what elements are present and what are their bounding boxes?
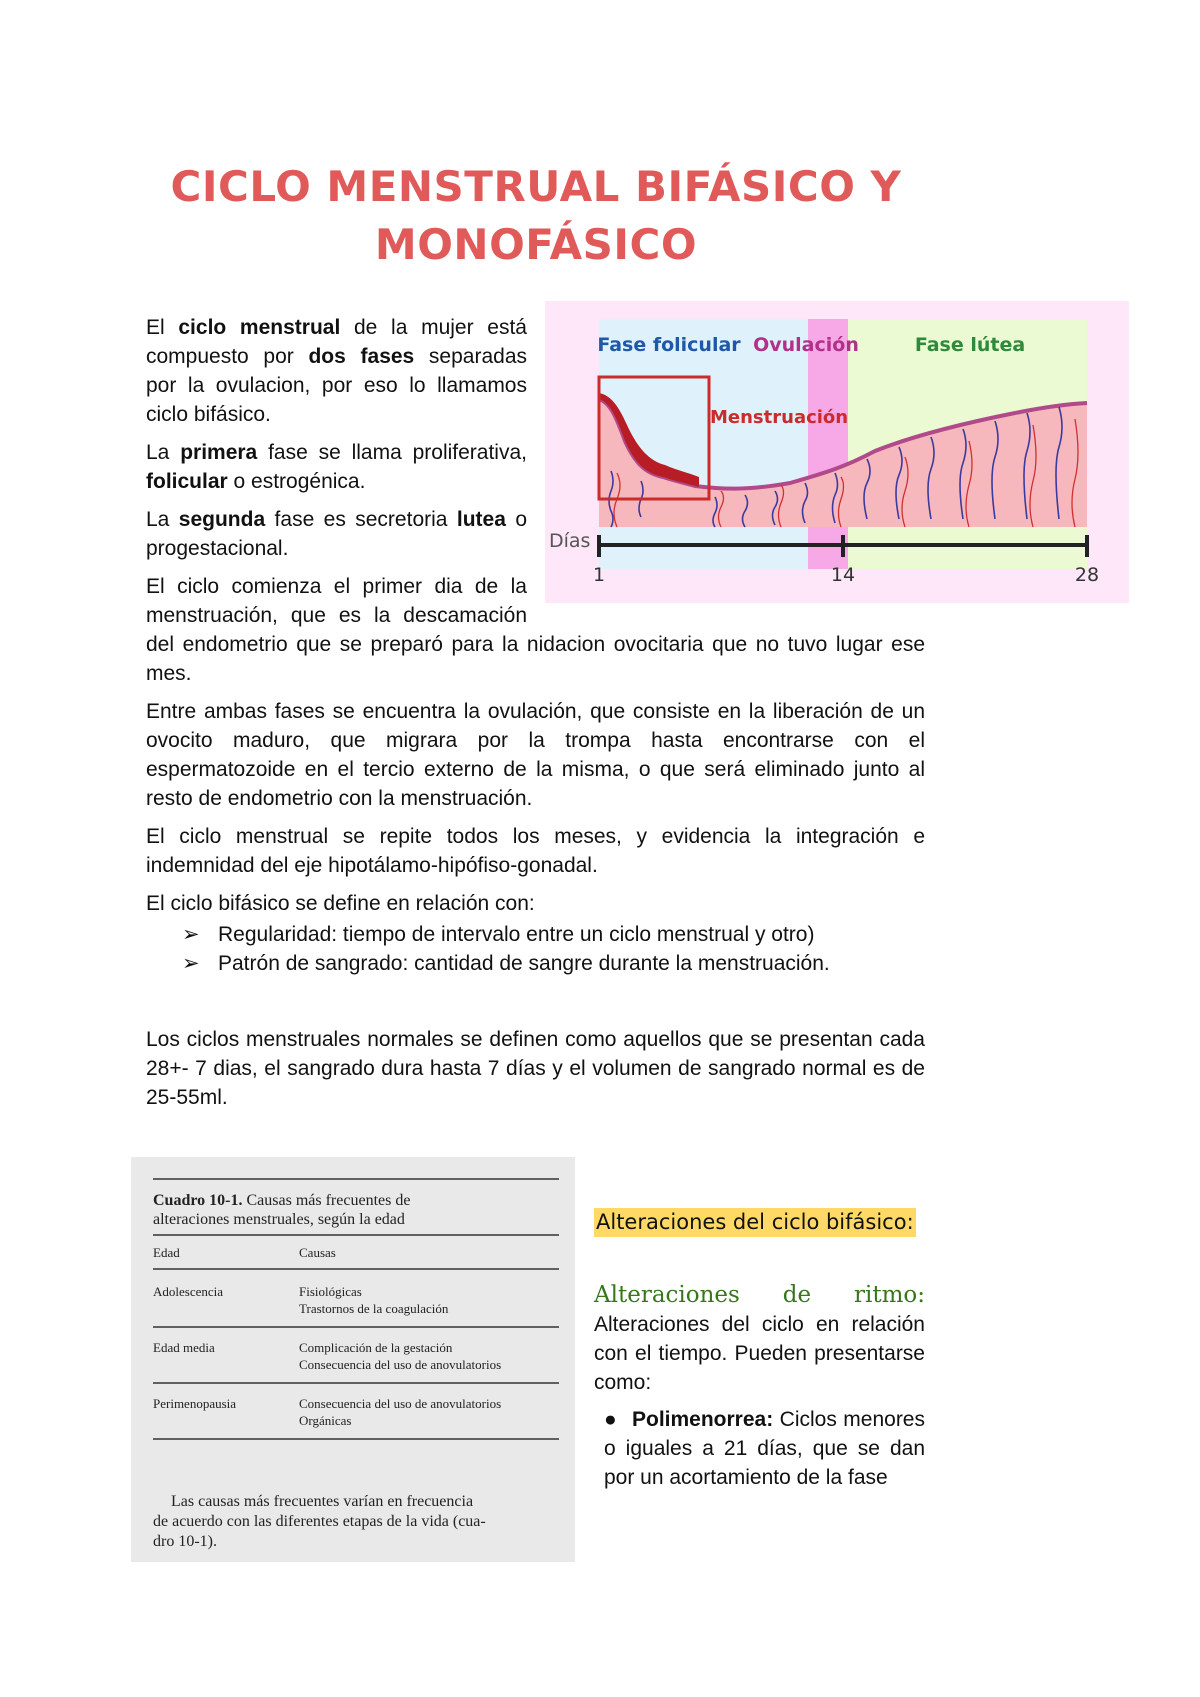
svg-text:Fisiológicas: Fisiológicas <box>299 1284 362 1299</box>
svg-text:alteraciones menstruales, segú: alteraciones menstruales, según la edad <box>153 1211 405 1228</box>
svg-text:de acuerdo con las diferentes: de acuerdo con las diferentes etapas de la vida (cua- <box>153 1513 486 1530</box>
arrow-icon: ➢ <box>182 923 200 946</box>
subhead-ritmo: Alteraciones de ritmo: <box>594 1282 925 1308</box>
tabla-row-edad: Adolescencia <box>153 1284 224 1299</box>
label-dias: Días <box>549 530 591 552</box>
alteraciones-ritmo: Alteraciones de ritmo: Alteraciones del ciclo en relación con el tiempo. Pueden presentarse como: <box>594 1282 925 1394</box>
col-causas: Causas <box>299 1245 336 1260</box>
label-ovulacion: Ovulación <box>753 334 859 356</box>
svg-text:Consecuencia del uso de anovul: Consecuencia del uso de anovulatorios <box>299 1396 502 1411</box>
paragraph-3: La segunda fase es secretoria lutea o progestacional. <box>146 508 528 560</box>
paragraph-7: El ciclo bifásico se define en relación con: <box>146 892 535 915</box>
tabla-scan-svg <box>131 1157 575 1562</box>
tick-28: 28 <box>1074 564 1100 586</box>
svg-text:Trastornos de la coagulación: Trastornos de la coagulación <box>299 1301 449 1316</box>
tick-1: 1 <box>592 564 606 586</box>
tick-14: 14 <box>830 564 856 586</box>
polimenorrea-item: ● Polimenorrea: Ciclos menores o iguales a 21 días, que se dan por un acortamiento de la fase <box>594 1405 925 1492</box>
alteraciones-heading: Alteraciones del ciclo bifásico: <box>594 1208 916 1237</box>
alteraciones-section <box>594 1208 925 1492</box>
bullet-icon: ● <box>604 1408 617 1431</box>
paragraph-8: Los ciclos menstruales normales se definen como aquellos que se presentan cada 28+- 7 dias, el sangrado dura hasta 7 días y el volumen de sangrado normal es de 25-55ml. <box>146 1028 925 1109</box>
tabla-titulo: Cuadro 10-1. Causas más frecuentes de <box>153 1192 411 1209</box>
title-line-2: MONOFÁSICO <box>374 220 698 269</box>
arrow-icon: ➢ <box>182 952 200 975</box>
label-menstruacion: Menstruación <box>710 407 849 428</box>
tabla-row-edad: Edad media <box>153 1340 215 1355</box>
paragraph-1: El ciclo menstrual de la mujer está compuesto por dos fases separadas por la ovulacion, por eso lo llamamos ciclo bifásico. <box>146 316 528 426</box>
tabla-cuadro-10-1 <box>131 1157 575 1562</box>
ovulacion-area <box>808 319 848 569</box>
ciclo-diagram <box>545 301 1129 603</box>
tabla-row-edad: Perimenopausia <box>153 1396 237 1411</box>
paragraph-2: La primera fase se llama proliferativa, folicular o estrogénica. <box>146 441 527 493</box>
document-body <box>146 313 1100 1112</box>
list-item: ➢ Patrón de sangrado: cantidad de sangre durante la menstruación. <box>182 949 925 978</box>
ciclo-diagram-svg <box>545 301 1129 603</box>
col-edad: Edad <box>153 1245 180 1260</box>
label-fase-lutea: Fase lútea <box>914 334 1026 356</box>
paragraph-6: El ciclo menstrual se repite todos los meses, y evidencia la integración e indemnidad del eje hipotálamo-hipófiso-gonadal. <box>146 825 925 877</box>
criterios-list <box>146 920 925 978</box>
page-title <box>145 158 927 274</box>
svg-text:Orgánicas: Orgánicas <box>299 1413 352 1428</box>
svg-text:dro 10-1).: dro 10-1). <box>153 1533 217 1550</box>
label-fase-folicular: Fase folicular <box>597 334 741 356</box>
list-item: ➢ Regularidad: tiempo de intervalo entre un ciclo menstrual y otro) <box>182 920 925 949</box>
paragraph-5: Entre ambas fases se encuentra la ovulación, que consiste en la liberación de un ovocito maduro, que migrara por la trompa hasta encontrarse con el espermatozoide en el tercio externo de la misma, o que será eliminado junto al resto de endometrio con la menstruación. <box>146 700 925 810</box>
tabla-nota: Las causas más frecuentes varían en frecuencia <box>171 1493 474 1510</box>
svg-text:Consecuencia del uso de anovul: Consecuencia del uso de anovulatorios <box>299 1357 502 1372</box>
title-line-1: CICLO MENSTRUAL BIFÁSICO Y <box>170 162 902 211</box>
paragraph-4: El ciclo comienza el primer dia de la menstruación, que es la descamación del endometrio que se preparó para la nidacion ovocitaria que no tuvo lugar ese mes. <box>146 575 925 685</box>
svg-text:Complicación de la gestación: Complicación de la gestación <box>299 1340 453 1355</box>
